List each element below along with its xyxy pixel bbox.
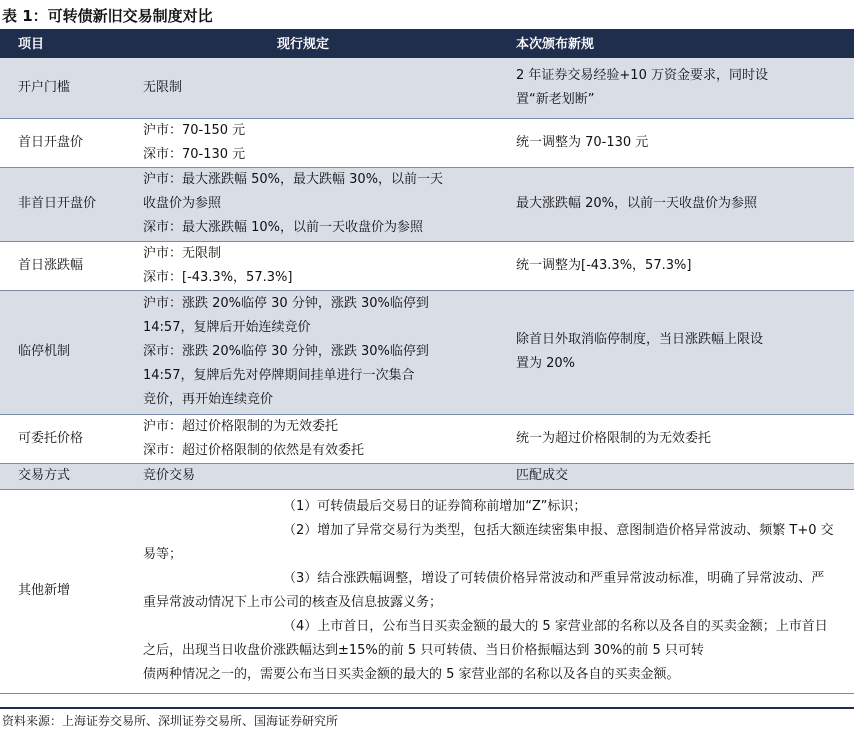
row-new [508,58,854,118]
row-current [135,463,508,489]
other-line: （1）可转债最后交易日的证券简称前增加“Z”标识； [283,499,587,514]
row-item: 非首日开盘价 [0,167,135,241]
source-note: 资料来源：上海证券交易所、深圳证券交易所、国海证券研究所 [0,707,854,733]
new-line: 2 年证券交易经验+10 万资金要求，同时设 [516,67,768,83]
table-row [0,290,854,414]
current-line: 深市：70-130 元 [143,146,246,162]
row-item: 首日涨跌幅 [0,241,135,290]
current-line: 无限制 [143,79,183,95]
current-line: 竞价交易 [143,468,196,483]
other-content [135,489,854,693]
current-line: 竞价，再开始连续竞价 [143,392,274,407]
other-line: 债两种情况之一的，需要公布当日买卖金额的最大的 5 家营业部的名称以及各自的买卖金额。 [143,667,680,682]
current-line: 深市：[-43.3%，57.3%] [143,269,293,285]
row-new [508,167,854,241]
row-item: 开户门槛 [0,58,135,118]
other-line: 易等； [143,547,183,562]
row-current [135,414,508,463]
new-line: 除首日外取消临停制度，当日涨跌幅上限设 [516,332,764,347]
table-row [0,58,854,118]
row-current [135,290,508,414]
row-item: 交易方式 [0,463,135,489]
new-line: 统一调整为 70-130 元 [516,134,649,150]
row-new [508,241,854,290]
row-current [135,167,508,241]
comparison-table [0,31,854,694]
current-line: 深市：超过价格限制的依然是有效委托 [143,442,365,458]
current-line: 深市：涨跌 20%临停 30 分钟，涨跌 30%临停到 [143,344,429,359]
current-line: 14:57，复牌后先对停牌期间挂单进行一次集合 [143,368,415,383]
table-row [0,414,854,463]
other-line: （2）增加了异常交易行为类型，包括大额连续密集申报、意图制造价格异常波动、频繁 T+0 交 [283,523,834,538]
new-line: 匹配成交 [516,468,569,483]
current-line: 沪市：超过价格限制的为无效委托 [143,418,339,434]
row-item: 首日开盘价 [0,118,135,167]
row-current [135,241,508,290]
current-line: 沪市：最大涨跌幅 50%，最大跌幅 30%，以前一天 [143,172,444,187]
row-new [508,414,854,463]
header-row [0,31,854,58]
new-line: 统一调整为[-43.3%，57.3%] [516,257,692,273]
current-line: 沪市：无限制 [143,245,222,261]
new-line: 统一为超过价格限制的为无效委托 [516,430,712,446]
row-current [135,118,508,167]
other-line: （4）上市首日，公布当日买卖金额的最大的 5 家营业部的名称以及各自的买卖金额；上市首日 [283,619,828,634]
new-line: 置为 20% [516,356,576,371]
table-row [0,241,854,290]
row-item: 临停机制 [0,290,135,414]
row-new [508,463,854,489]
current-line: 收盘价为参照 [143,196,222,211]
other-line: 重异常波动情况下上市公司的核查及信息披露义务； [143,595,443,610]
header-new: 本次颁布新规 [508,31,854,58]
current-line: 14:57，复牌后开始连续竞价 [143,320,311,335]
row-item: 可委托价格 [0,414,135,463]
new-line: 最大涨跌幅 20%，以前一天收盘价为参照 [516,196,758,211]
table-row [0,118,854,167]
table-row [0,463,854,489]
header-current: 现行规定 [135,31,508,58]
table-title: 表 1：可转债新旧交易制度对比 [2,7,213,25]
current-line: 沪市：涨跌 20%临停 30 分钟，涨跌 30%临停到 [143,296,429,311]
table-row-other [0,489,854,693]
header-item: 项目 [0,31,135,58]
row-item: 其他新增 [0,489,135,693]
current-line: 深市：最大涨跌幅 10%，以前一天收盘价为参照 [143,220,424,235]
other-line: （3）结合涨跌幅调整，增设了可转债价格异常波动和严重异常波动标准，明确了异常波动、严 [283,571,825,586]
current-line: 沪市：70-150 元 [143,122,246,138]
row-current [135,58,508,118]
row-new [508,290,854,414]
new-line: 置“新老划断” [516,91,595,107]
other-line: 之后，出现当日收盘价涨跌幅达到±15%的前 5 只可转债、当日价格振幅达到 30%的前 5 只可转 [143,643,704,658]
row-new [508,118,854,167]
table-row [0,167,854,241]
